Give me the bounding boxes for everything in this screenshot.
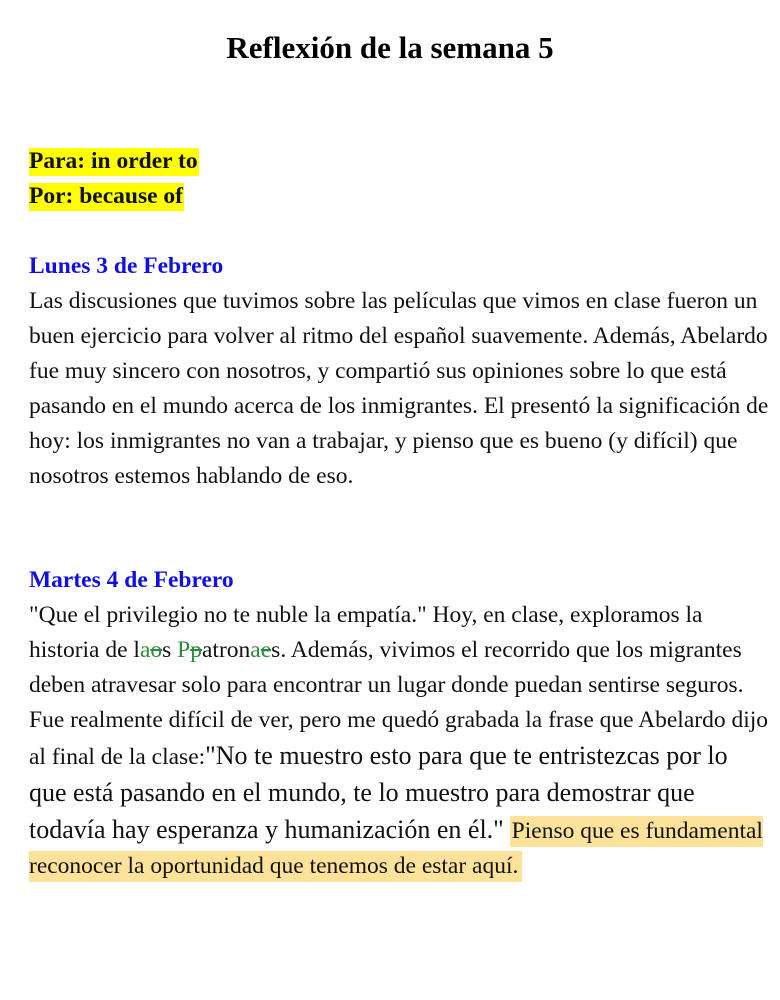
definition-por xyxy=(29,179,199,214)
quoted-phrase: "No te muestro esto para que te entristezcas por lo que está pasando en el mundo, te lo muestro para demostrar que todavía hay esperanza y humanización en él." xyxy=(29,741,728,844)
entry-body xyxy=(29,598,769,884)
tracked-deletion: e xyxy=(260,637,272,663)
definition-para xyxy=(29,144,199,179)
entry-tuesday xyxy=(29,563,769,884)
tracked-insertion: P xyxy=(177,637,191,663)
definition-por-text: Por: because of xyxy=(29,183,184,209)
definition-para-text: Para: in order to xyxy=(29,148,198,174)
body-text: s. Además, vivimos el recorrido que los migrantes deben atravesar solo para encontrar un lugar donde puedan sentirse seguros. Fue realmente difícil de ver, pero me quedó grabada la frase que Abelardo dijo al final de la clase: xyxy=(29,637,769,770)
entry-monday xyxy=(29,249,769,494)
entry-body: Las discusiones que tuvimos sobre las películas que vimos en clase fueron un buen ejercicio para volver al ritmo del español suavemente. Además, Abelardo fue muy sincero con nosotros, y compartió sus opiniones sobre lo que está pasando en el mundo acerca de los inmigrantes. El presentó la significación de hoy: los inmigrantes no van a trabajar, y pienso que es bueno (y difícil) que nosotros estemos hablando de eso. xyxy=(29,288,769,489)
entry-heading: Martes 4 de Febrero xyxy=(29,567,234,593)
document-title: Reflexión de la semana 5 xyxy=(226,30,554,65)
body-text: s xyxy=(162,637,178,663)
tracked-insertion: a xyxy=(250,637,261,663)
tracked-deletion: p xyxy=(190,637,202,663)
highlighted-conclusion: Pienso que es fundamental reconocer la oportunidad que tenemos de estar aquí. xyxy=(29,816,763,882)
entry-heading: Lunes 3 de Febrero xyxy=(29,253,224,279)
body-text: atron xyxy=(202,637,251,663)
body-text: "Que el privilegio no te nuble la empatía." Hoy, en clase, exploramos la historia de l xyxy=(29,602,703,663)
tracked-deletion: o xyxy=(150,637,163,663)
tracked-insertion: a xyxy=(139,637,151,663)
definitions-block xyxy=(29,144,199,214)
